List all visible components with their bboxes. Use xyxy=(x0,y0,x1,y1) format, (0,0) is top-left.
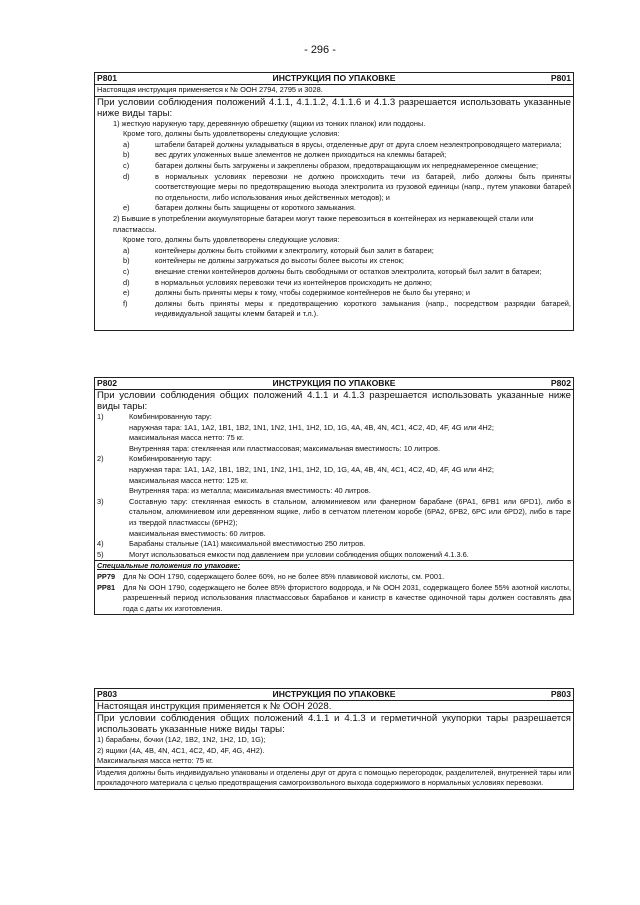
list-item: 2) ящики (4A, 4B, 4N, 4C1, 4C2, 4D, 4F, 4G, 4H2). xyxy=(97,745,265,755)
list-item: b) вес других уложенных выше элементов не должен приходиться на клеммы батарей; xyxy=(123,150,447,160)
list-item: 3) Составную тару: стеклянная емкость в стальном, алюминиевом или фанерном барабане (6PA1, 6PB1 или 6PD1), либо в стальном, алюминиевом или деревянном ящике, либо в сетчатом плетеном коробе (6PA2, 6PB2, 6PC или 6PD2), либо в таре из твердой пластмассы (6PH2); максимальная вместимость: 60 литров. xyxy=(97,496,571,538)
p801-title: ИНСТРУКЦИЯ ПО УПАКОВКЕ xyxy=(272,73,396,83)
packing-instruction-p802 xyxy=(94,377,574,615)
p802-intro: При условии соблюдения общих положений 4.1.1 и 4.1.3 разрешается использовать указанные ниже виды тары: xyxy=(97,390,571,412)
p802-header xyxy=(95,378,573,390)
list-item: d) в нормальных условиях перевозки течи из контейнеров происходить не должно; xyxy=(123,277,432,287)
p801-item2-list xyxy=(97,246,571,320)
p802-special-provisions xyxy=(95,561,573,614)
p803-note: Изделия должны быть индивидуально упакованы и отделены друг от друга с помощью перегородок, разделителей, внутренней тары или прокладочного материала с целью предотвращения самогроизвольного выхода содержимого в нормальных условиях перевозки. xyxy=(97,767,571,788)
list-item: 5) Могут использоваться емкости под давлением при условии соблюдения общих положений 4.1.3.6. xyxy=(97,549,469,559)
p801-item1: 1) жесткую наружную тару, деревянную обрешетку (ящики из тонких планок) или поддоны. xyxy=(113,118,426,128)
list-item: d) в нормальных условиях перевозки не должно происходить течи из батарей, либо должны быть приняты соответствующие меры по предотвращению выхода электролита из грузовой единицы (напр., путем упаковки батарей по отдельности, либо использования иных действенных методов); и xyxy=(123,171,571,202)
p801-header xyxy=(95,73,573,85)
p801-spacer xyxy=(97,320,571,330)
special-provision-pp79: PP79 Для № ООН 1790, содержащего более 60%, но не более 85% плавиковой кислоты, см. Р001. xyxy=(97,571,445,581)
p801-intro: При условии соблюдения положений 4.1.1, 4.1.1.2, 4.1.1.6 и 4.1.3 разрешается использовать указанные ниже виды тары: xyxy=(97,96,571,119)
p803-intro: При условии соблюдения общих положений 4.1.1 и 4.1.3 и герметичной укупорки тары разрешается использовать указанные ниже виды тары: xyxy=(97,713,571,735)
p803-code-left: P803 xyxy=(97,689,118,699)
list-item: 1) Комбинированную тару: наружная тара: 1A1, 1A2, 1B1, 1B2, 1N1, 1N2, 1H1, 1H2, 1D, 1G, 4A, 4B, 4N, 4C1, 4C2, 4D, 4F, 4G или 4H2; максимальная масса нетто: 75 кг. Внутренняя тара: стеклянная или пластмассовая; максимальная вместимость: 10 литров. xyxy=(97,412,494,453)
p801-item2-conditions: Кроме того, должны быть удовлетворены следующие условия: xyxy=(123,235,340,245)
p803-header xyxy=(95,689,573,701)
p803-title: ИНСТРУКЦИЯ ПО УПАКОВКЕ xyxy=(272,689,396,699)
list-item: c) батареи должны быть загружены и закреплены образом, предотвращающим их непреднамеренное смещение; xyxy=(123,160,538,170)
p802-body xyxy=(95,390,573,561)
list-item: f) должны быть приняты меры к предотвращению короткого замыкания (напр., посредством разрядки батарей, индивидуальной защиты клемм батарей и т.л.). xyxy=(123,298,571,319)
p802-code-right: P802 xyxy=(550,378,571,388)
list-item: e) должны быть приняты меры к тому, чтобы содержимое контейнеров не было бы утеряно; и xyxy=(123,288,470,298)
p802-code-left: P802 xyxy=(97,378,118,388)
special-provisions-heading: Специальные положения по упаковке: xyxy=(97,561,241,571)
p801-code-left: P801 xyxy=(97,73,118,83)
p801-body xyxy=(95,97,573,330)
p803-applies: Настоящая инструкция применяется к № ООН 2028. xyxy=(95,701,573,713)
special-provision-pp81: PP81 Для № ООН 1790, содержащего не более 85% фтористого водорода, и № ООН 2031, содержащего более 55% азотной кислоты, разрешенный период использования пластмассовых барабанов и канистр в качестве одиночной тары должен составлять два года с даты их изготовления. xyxy=(97,582,571,613)
p801-item1-conditions: Кроме того, должны быть удовлетворены следующие условия: xyxy=(123,129,340,139)
list-item: c) внешние стенки контейнеров должны быть свободными от остатков электролита, который был залит в батареи; xyxy=(123,266,542,276)
list-item: 2) Комбинированную тару: наружная тара: 1A1, 1A2, 1B1, 1B2, 1N1, 1N2, 1H1, 1H2, 1D, 1G, 4A, 4B, 4N, 4C1, 4C2, 4D, 4F, 4G или 4H2; максимальная масса нетто: 125 кг. Внутренняя тара: из металла; максимальная вместимость: 40 литров. xyxy=(97,454,494,496)
list-item: 4) Барабаны стальные (1A1) максимальной вместимостью 250 литров. xyxy=(97,539,366,549)
packing-instruction-p803 xyxy=(94,688,574,790)
p801-code-right: P801 xyxy=(550,73,571,83)
page-number: - 296 - xyxy=(304,44,336,56)
p802-title: ИНСТРУКЦИЯ ПО УПАКОВКЕ xyxy=(272,378,396,388)
p801-applies: Настоящая инструкция применяется к № ООН 2794, 2795 и 3028. xyxy=(95,85,573,97)
list-item: b) контейнеры не должны загружаться до высоты более высоты их стенок; xyxy=(123,256,404,266)
p803-body xyxy=(95,713,573,768)
p803-max-mass: Максимальная масса нетто: 75 кг. xyxy=(97,756,214,766)
packing-instruction-p801 xyxy=(94,72,574,331)
list-item: 1) барабаны, бочки (1A2, 1B2, 1N2, 1H2, 1D, 1G); xyxy=(97,735,266,744)
list-item: e) батареи должны быть защищены от короткого замыкания. xyxy=(123,203,356,213)
p801-item2: 2) Бывшие в употреблении аккумуляторные батареи могут также перевозиться в контейнерах из нержавеющей стали или пластмассы. xyxy=(113,213,534,234)
p801-item1-list xyxy=(97,140,571,214)
list-item: a) контейнеры должны быть стойкими к электролиту, который был залит в батареи; xyxy=(123,245,434,255)
p803-code-right: P803 xyxy=(550,689,571,699)
list-item: a) штабели батарей должны укладываться в ярусы, отделенные друг от друга слоем неэлектропроводящего материала; xyxy=(123,139,562,149)
